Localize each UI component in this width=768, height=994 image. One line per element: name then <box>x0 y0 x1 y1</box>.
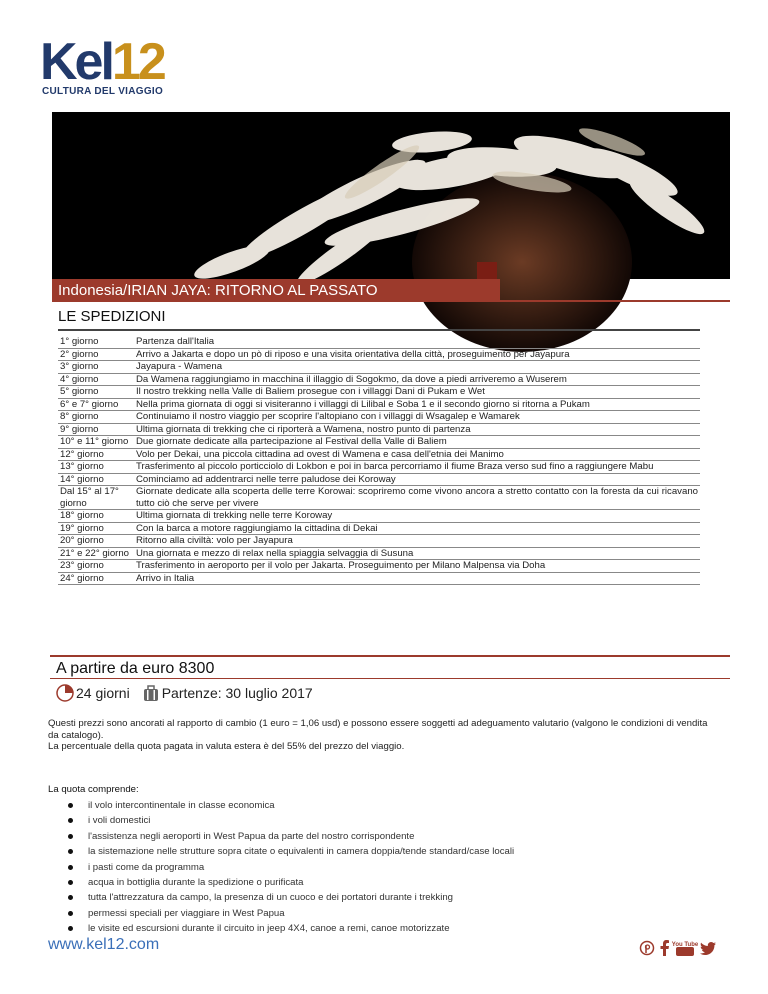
bullet-icon <box>68 911 73 916</box>
itinerary-table <box>58 336 700 585</box>
itinerary-day: 1° giorno <box>58 336 134 348</box>
itinerary-day: 4° giorno <box>58 373 134 386</box>
itinerary-description: Ultima giornata di trekking nelle terre Koroway <box>134 510 700 523</box>
bullet-icon <box>68 849 73 854</box>
itinerary-description: Ultima giornata di trekking che ci riporterà a Wamena, nostro punto di partenza <box>134 423 700 436</box>
bullet-icon <box>68 895 73 900</box>
title-underline <box>500 300 730 302</box>
price-bottom-rule <box>50 678 730 679</box>
includes-item <box>68 813 514 828</box>
itinerary-description: Continuiamo il nostro viaggio per scoprire l'altopiano con i villaggi di Wsagalep e Wamarek <box>134 411 700 424</box>
itinerary-description: Arrivo a Jakarta e dopo un pò di riposo e una visita orientativa della città, proseguimento per Jayapura <box>134 348 700 361</box>
trip-title-bar: Indonesia/IRIAN JAYA: RITORNO AL PASSATO <box>52 279 500 302</box>
itinerary-row <box>58 486 700 510</box>
includes-item-text: tutta l'attrezzatura da campo, la presenza di un cuoco e dei portatori durante i trekking <box>88 892 454 904</box>
includes-item-text: i voli domestici <box>88 815 151 827</box>
itinerary-description: Nella prima giornata di oggi si visiteranno i villaggi di Lilibal e Soba 1 e il secondo giorno si ritorna a Pukam <box>134 398 700 411</box>
includes-item-text: i pasti come da programma <box>88 861 205 873</box>
itinerary-day: 23° giorno <box>58 560 134 573</box>
itinerary-description: Da Wamena raggiungiamo in macchina il illaggio di Sogokmo, da dove a piedi arriveremo a Wuserem <box>134 373 700 386</box>
hero-photo <box>52 112 730 279</box>
itinerary-day: 2° giorno <box>58 348 134 361</box>
itinerary-day: 10° e 11° giorno <box>58 436 134 449</box>
itinerary-row <box>58 348 700 361</box>
itinerary-description: Una giornata e mezzo di relax nella spiaggia selvaggia di Susuna <box>134 547 700 560</box>
social-links <box>640 940 716 961</box>
itinerary-row <box>58 560 700 573</box>
itinerary-description: Partenza dall'Italia <box>134 336 700 348</box>
itinerary-day: 21° e 22° giorno <box>58 547 134 560</box>
itinerary-description: Trasferimento in aeroporto per il volo per Jakarta. Proseguimento per Milano Malpensa via Doha <box>134 560 700 573</box>
kel12-logo[interactable] <box>40 33 170 98</box>
itinerary-day: 3° giorno <box>58 361 134 374</box>
itinerary-row <box>58 535 700 548</box>
includes-title: La quota comprende: <box>48 784 139 795</box>
itinerary-row <box>58 361 700 374</box>
itinerary-row <box>58 373 700 386</box>
itinerary-day: 20° giorno <box>58 535 134 548</box>
bullet-icon <box>68 834 73 839</box>
bullet-icon <box>68 818 73 823</box>
includes-item <box>68 921 514 936</box>
itinerary-day: 18° giorno <box>58 510 134 523</box>
pinterest-icon[interactable] <box>640 941 654 960</box>
itinerary-row <box>58 510 700 523</box>
itinerary-row <box>58 547 700 560</box>
includes-item <box>68 798 514 813</box>
itinerary-row <box>58 386 700 399</box>
itinerary-description: Due giornate dedicate alla partecipazione al Festival della Valle di Baliem <box>134 436 700 449</box>
itinerary-row <box>58 398 700 411</box>
itinerary-row <box>58 448 700 461</box>
logo-wordmark <box>40 33 164 91</box>
itinerary-description: Cominciamo ad addentrarci nelle terre paludose dei Koroway <box>134 473 700 486</box>
logo-tagline: CULTURA DEL VIAGGIO <box>42 86 164 97</box>
logo-brand-main: Kel <box>40 33 112 91</box>
itinerary-description: Arrivo in Italia <box>134 572 700 585</box>
trip-meta <box>56 684 313 702</box>
twitter-icon[interactable] <box>700 942 716 960</box>
section-divider <box>58 329 700 331</box>
itinerary-day: 24° giorno <box>58 572 134 585</box>
itinerary-day: 14° giorno <box>58 473 134 486</box>
itinerary-description: Con la barca a motore raggiungiamo la cittadina di Dekai <box>134 522 700 535</box>
itinerary-row <box>58 473 700 486</box>
luggage-icon <box>142 684 160 702</box>
itinerary-row <box>58 423 700 436</box>
itinerary-day: 13° giorno <box>58 461 134 474</box>
exchange-note <box>48 718 720 753</box>
clock-icon <box>56 684 74 702</box>
includes-item <box>68 829 514 844</box>
itinerary-day: Dal 15° al 17° giorno <box>58 486 134 510</box>
itinerary-row <box>58 522 700 535</box>
price-top-rule <box>50 655 730 657</box>
itinerary-description: Jayapura - Wamena <box>134 361 700 374</box>
bullet-icon <box>68 803 73 808</box>
itinerary-day: 12° giorno <box>58 448 134 461</box>
itinerary-description: Ritorno alla civiltà: volo per Jayapura <box>134 535 700 548</box>
includes-item <box>68 906 514 921</box>
itinerary-day: 6° e 7° giorno <box>58 398 134 411</box>
includes-item-text: il volo intercontinentale in classe economica <box>88 800 275 811</box>
bullet-icon <box>68 926 73 931</box>
itinerary-day: 9° giorno <box>58 423 134 436</box>
includes-item-text: acqua in bottiglia durante la spedizione o purificata <box>88 876 304 888</box>
itinerary-description: Volo per Dekai, una piccola cittadina ad ovest di Wamena e casa dell'etnia dei Manimo <box>134 448 700 461</box>
includes-list <box>68 798 514 937</box>
includes-item-text: l'assistenza negli aeroporti in West Papua da parte del nostro corrispondente <box>88 830 415 842</box>
includes-item-text: la sistemazione nelle strutture sopra citate o equivalenti in camera doppia/tende standard/case locali <box>88 846 515 858</box>
section-title: LE SPEDIZIONI <box>58 308 166 325</box>
itinerary-row <box>58 411 700 424</box>
logo-brand-numbers: 12 <box>111 33 164 91</box>
includes-item-text: le visite ed escursioni durante il circuito in jeep 4X4, canoe a remi, canoe motorizzate <box>88 923 450 935</box>
includes-item <box>68 890 514 905</box>
bullet-icon <box>68 865 73 870</box>
duration-label: 24 giorni <box>76 685 130 701</box>
itinerary-row <box>58 436 700 449</box>
includes-item <box>68 844 514 859</box>
price-label: A partire da euro 8300 <box>56 660 215 677</box>
itinerary-day: 8° giorno <box>58 411 134 424</box>
exchange-note-text: Questi prezzi sono ancorati al rapporto di cambio (1 euro = 1,06 usd) e possono essere soggetti ad adeguamento valutario (valgono le condizioni di vendita da catalogo). <box>48 718 708 741</box>
itinerary-row <box>58 336 700 348</box>
itinerary-day: 5° giorno <box>58 386 134 399</box>
facebook-icon[interactable] <box>660 940 670 961</box>
itinerary-row <box>58 572 700 585</box>
youtube-icon[interactable] <box>671 940 699 961</box>
includes-item-text: permessi speciali per viaggiare in West Papua <box>88 907 285 919</box>
itinerary-description: Il nostro trekking nella Valle di Baliem prosegue con i villaggi Dani di Pukam e Wet <box>134 386 700 399</box>
foreign-currency-note: La percentuale della quota pagata in valuta estera è del 55% del prezzo del viaggio. <box>48 741 405 752</box>
includes-item <box>68 875 514 890</box>
itinerary-row <box>58 461 700 474</box>
itinerary-description: Trasferimento al piccolo porticciolo di Lokbon e poi in barca percorriamo il fiume Braza verso sud fino a raggiungere Mabu <box>134 461 700 474</box>
includes-item <box>68 860 514 875</box>
youtube-icon-label: You Tube <box>671 942 699 948</box>
bullet-icon <box>68 880 73 885</box>
website-link[interactable]: www.kel12.com <box>48 936 160 953</box>
itinerary-day: 19° giorno <box>58 522 134 535</box>
departures-label: Partenze: 30 luglio 2017 <box>161 685 313 701</box>
itinerary-description: Giornate dedicate alla scoperta delle terre Korowai: scopriremo come vivono ancora a stretto contatto con la foresta da cui ricavano tutto ciò che serve per vivere <box>136 486 698 509</box>
